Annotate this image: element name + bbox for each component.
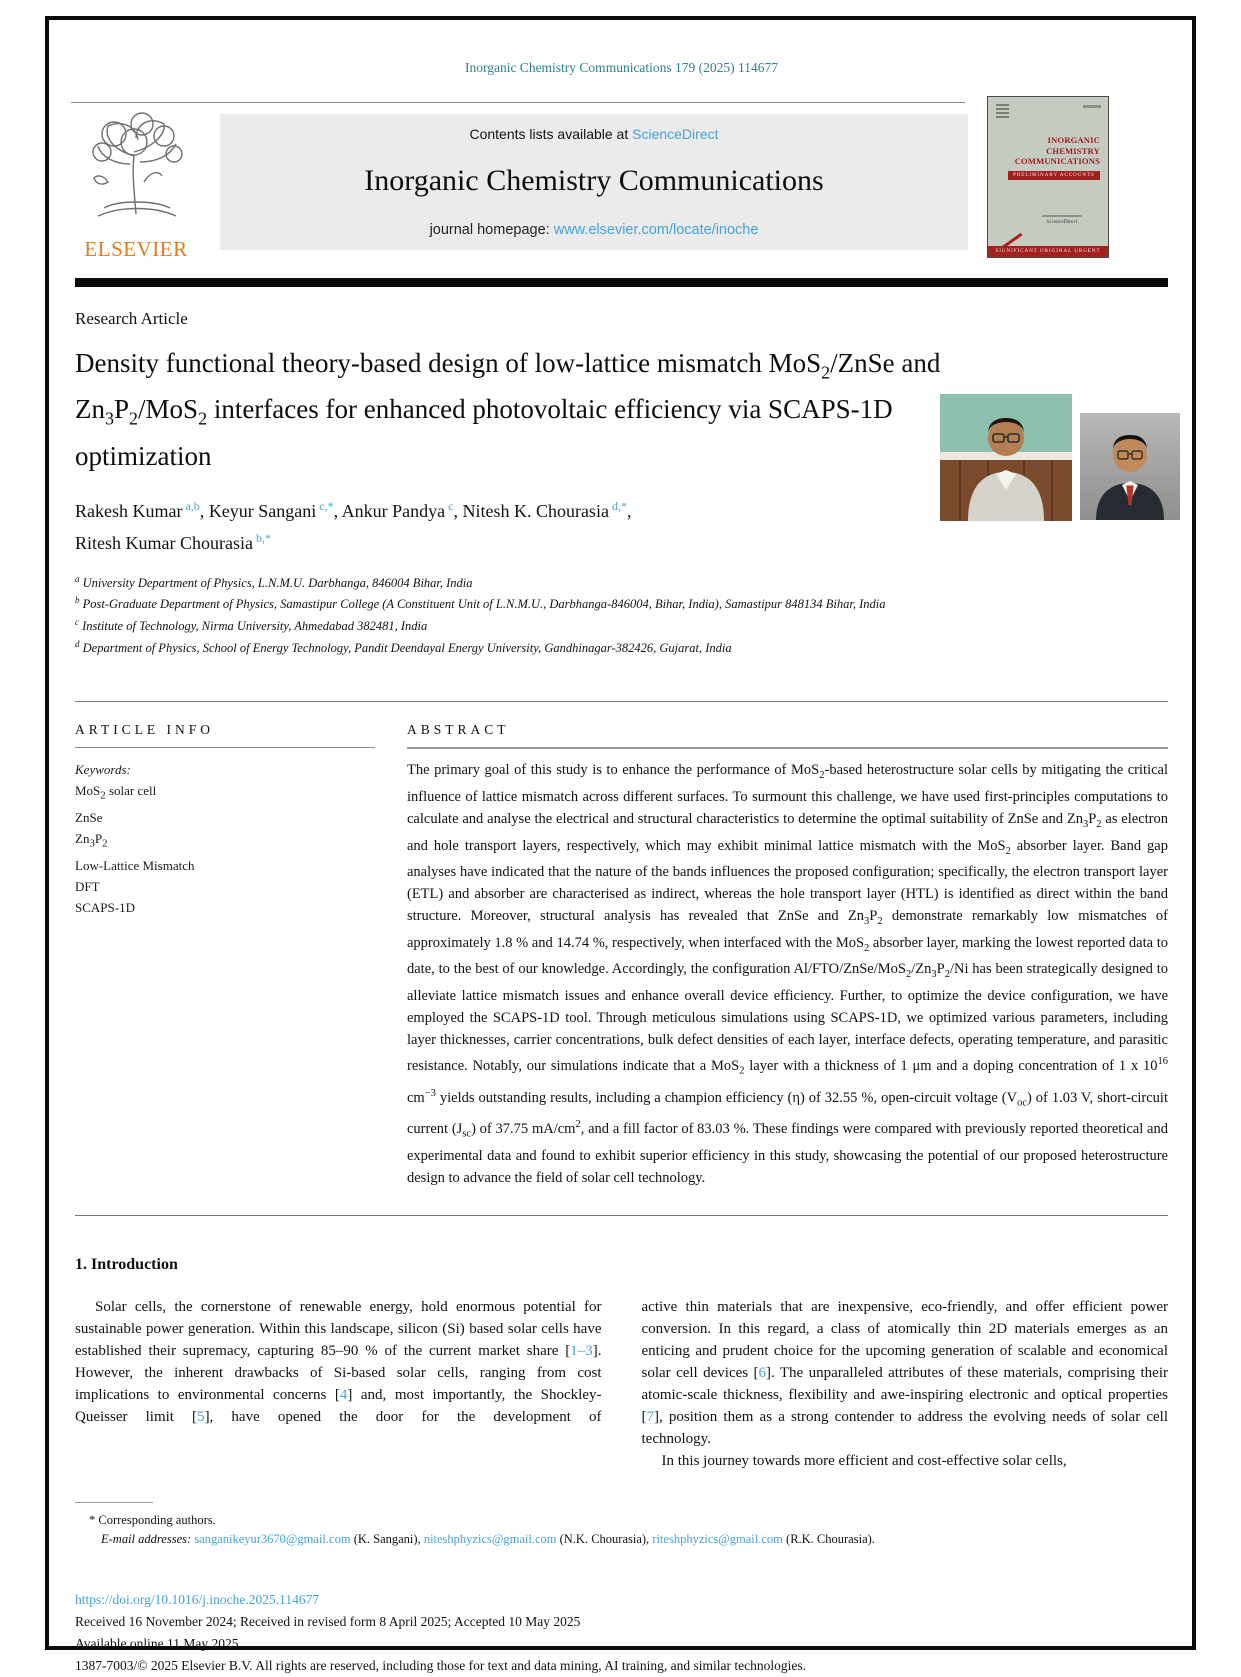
keyword: MoS$_2$ solar cell: [75, 783, 157, 802]
cover-banner: PRELIMINARY ACCOUNTS: [1008, 171, 1100, 180]
email-link-nchourasia[interactable]: niteshphyzics@gmail.com: [423, 1532, 557, 1547]
journal-masthead: [75, 102, 1168, 266]
journal-cover-thumbnail[interactable]: [987, 96, 1109, 258]
affiliation-d: $^d$ Department of Physics, School of Energy Technology, Pandit Deendayal Energy University, Gandhinagar-382426, Gujarat, India: [75, 638, 732, 655]
intro-left-column: [75, 1296, 602, 1472]
contents-line: Contents lists available at ScienceDirect: [469, 126, 719, 142]
citation-ref[interactable]: 6: [758, 1365, 766, 1382]
abstract-text: The primary goal of this study is to enhance the performance of MoS$_2$-based heterostructure solar cells by mitigating the critical influence of lattice mismatch across different surfaces. To surmount this challenge, we have used first-principles computations to calculate and analyse the electrical and structural characteristics to determine the optimal suitability of ZnSe and $Zn_3P_2$ as electron and hole transport layers, respectively, which may exhibit minimal lattice mismatch with the MoS$_2$ absorber layer. Band gap analyses have indicated that the nature of the bands influences the proposed configuration; specifically, the electron transport layer (ETL) and absorber are characterised as indirect, whereas the hole transport layer (HTL) is identified as direct within the band structure. Moreover, structural analysis has revealed that ZnSe and $Zn_3P_2$ demonstrate remarkably low mismatches of approximately 1.8 % and 14.74 %, respectively, when interfaced with the MoS$_2$ absorber layer, marking the lowest reported data to date, to the best of our knowledge. Accordingly, the configuration $Al/FTO/ZnSe/MoS_2/Zn_3P_2/Ni$ has been strategically designed to alleviate lattice mismatch issues and enhance overall device efficiency. Further, to optimize the device configuration, we have employed the SCAPS-1D tool. Through meticulous simulations using SCAPS-1D, we optimized various parameters, including layer thicknesses, carrier concentrations, bulk defect densities of each layer, interface defects, operating temperature, and parasitic resistance. Notably, our simulations indicate that a MoS$_2$ layer with a thickness of 1 μm and a doping concentration of 1 x $10^{16}$ $cm^{-3}$ yields outstanding results, including a champion efficiency (η) of 32.55 %, open-circuit voltage $(V_{oc})$ of 1.03 V, short-circuit current $(J_{sc})$ of 37.75 $mA/cm^2$, and a fill factor of 83.03 %. These findings were compared with previously reported theoretical and experimental data and found to exhibit superior efficiency in this study, showcasing the potential of our proposed heterostructure design to advance the field of solar cell technology.: [407, 762, 1168, 1186]
keyword: $Zn_3P_2$: [75, 831, 108, 850]
journal-title: Inorganic Chemistry Communications: [364, 164, 824, 197]
cover-micro-text: [1083, 105, 1101, 108]
doi-link[interactable]: https://doi.org/10.1016/j.inoche.2025.114677: [75, 1592, 320, 1608]
citation-ref[interactable]: 1–3: [570, 1343, 593, 1360]
article-title: Density functional theory-based design of low-lattice mismatch MoS$_2$/ZnSe and $Zn_3P_2/MoS_2$ interfaces for enhanced photovoltaic efficiency via SCAPS-1D optimization: [75, 348, 941, 471]
affiliation-a: $^a$ University Department of Physics, L.N.M.U. Darbhanga, 846004 Bihar, India: [75, 573, 473, 590]
affil-ref[interactable]: c,*: [316, 498, 334, 513]
abstract-column: [407, 722, 1168, 1189]
keyword: Low-Lattice Mismatch: [75, 857, 195, 873]
keyword: DFT: [75, 878, 100, 894]
affiliation-c: $^c$ Institute of Technology, Nirma University, Ahmedabad 382481, India: [75, 617, 428, 634]
sciencedirect-link[interactable]: ScienceDirect: [632, 126, 719, 142]
elsevier-logo[interactable]: [75, 112, 197, 262]
introduction-heading: 1. Introduction: [75, 1256, 178, 1274]
affiliations: [75, 571, 1168, 658]
journal-homepage-link[interactable]: www.elsevier.com/locate/inoche: [553, 222, 759, 238]
keyword: SCAPS-1D: [75, 899, 135, 915]
keyword: ZnSe: [75, 810, 103, 825]
author-photo-1: [940, 394, 1072, 521]
footnote-star: *: [89, 1513, 96, 1528]
article-info-column: [75, 722, 375, 1189]
intro-paragraph: Solar cells, the cornerstone of renewable energy, hold enormous potential for sustainable power generation. Within this landscape, silicon (Si) based solar cells have established their supremacy, capturing 85–90 % of the current market share [1–3]. However, the inherent drawbacks of Si-based solar cells, ranging from cost implications to environmental concerns [4] and, most importantly, the Shockley-Queisser limit [5], have opened the door for the development of: [75, 1299, 602, 1426]
homepage-line: journal homepage: www.elsevier.com/locate/inoche: [429, 222, 759, 238]
elsevier-wordmark: ELSEVIER: [84, 237, 188, 261]
email-link-rchourasia[interactable]: riteshphyzics@gmail.com: [652, 1532, 783, 1547]
intro-paragraph: active thin materials that are inexpensive, eco-friendly, and offer efficient power conversion. In this regard, a class of atomically thin 2D materials emerges as an enticing and prudent choice for the upcoming generation of scalable and economical solar cell devices [6]. The unparalleled attributes of these materials, comprising their atomic-scale thickness, flexibility and awe-inspiring electronic and optical properties [7], position them as a strong contender to address the evolving needs of solar cell technology.: [641, 1299, 1169, 1448]
journal-citation: Inorganic Chemistry Communications 179 (2025) 114677: [464, 60, 779, 75]
corresponding-authors-note: * Corresponding authors.: [89, 1513, 216, 1528]
available-online: Available online 11 May 2025: [75, 1636, 239, 1652]
email-link-sangani[interactable]: sanganikeyur3670@gmail.com: [194, 1532, 351, 1547]
article-type-label: Research Article: [75, 309, 188, 328]
received-dates: Received 16 November 2024; Received in revised form 8 April 2025; Accepted 10 May 2025: [75, 1614, 581, 1630]
abstract-rule: [407, 747, 1168, 749]
citation-ref[interactable]: 7: [646, 1409, 654, 1426]
publication-footer: [75, 1589, 1168, 1677]
section-divider: [75, 701, 1168, 702]
footnote-rule: [75, 1502, 153, 1503]
author-list: Rakesh Kumar $^{a,b}$, Keyur Sangani $^{c,*}$, Ankur Pandya $^c$, Nitesh K. Chourasia $^{d,*}$, Ritesh Kumar Chourasia $^{b,*}$: [75, 498, 632, 553]
masthead-top-rule: [71, 102, 965, 103]
abstract-heading: ABSTRACT: [407, 722, 510, 738]
affiliation-b: $^b$ Post-Graduate Department of Physics, Samastipur College (A Constituent Unit of L.N.M.U., Darbhanga-846004, Bihar, India), Samastipur 848134 Bihar, India: [75, 595, 886, 612]
introduction-body: [75, 1296, 1168, 1472]
masthead-box: [220, 114, 968, 250]
author-photo-2: [1080, 413, 1180, 520]
cover-title: INORGANIC CHEMISTRY COMMUNICATIONS: [1014, 135, 1100, 167]
copyright-line: 1387-7003/© 2025 Elsevier B.V. All rights are reserved, including those for text and data mining, AI training, and similar technologies.: [75, 1658, 806, 1674]
article-info-rule: [75, 747, 375, 748]
keywords-label: Keywords:: [75, 762, 131, 778]
footnote-block: [75, 1502, 1168, 1549]
intro-right-column: [642, 1296, 1169, 1472]
header-divider-bar: [75, 278, 1168, 287]
affil-ref[interactable]: d,*: [608, 498, 627, 513]
cover-footer: SIGNIFICANT ORIGINAL URGENT: [988, 246, 1108, 257]
affil-ref[interactable]: a,b: [182, 498, 200, 513]
cover-tree-icon: [996, 104, 1009, 120]
article-info-heading: ARTICLE INFO: [75, 722, 215, 738]
cover-brand: ScienceDirect: [1042, 215, 1082, 225]
intro-paragraph: In this journey towards more efficient and cost-effective solar cells,: [661, 1453, 1067, 1470]
affil-ref[interactable]: c: [445, 498, 454, 513]
citation-ref[interactable]: 4: [339, 1387, 348, 1404]
elsevier-tree-icon: [84, 217, 188, 234]
section-divider: [75, 1215, 1168, 1216]
affil-ref[interactable]: b,*: [252, 530, 271, 545]
citation-ref[interactable]: 5: [197, 1409, 205, 1426]
email-addresses-line: E-mail addresses: sanganikeyur3670@gmail.com (K. Sangani), niteshphyzics@gmail.com (N.K. Chourasia), riteshphyzics@gmail.com (R.K. Chourasia).: [101, 1532, 875, 1547]
